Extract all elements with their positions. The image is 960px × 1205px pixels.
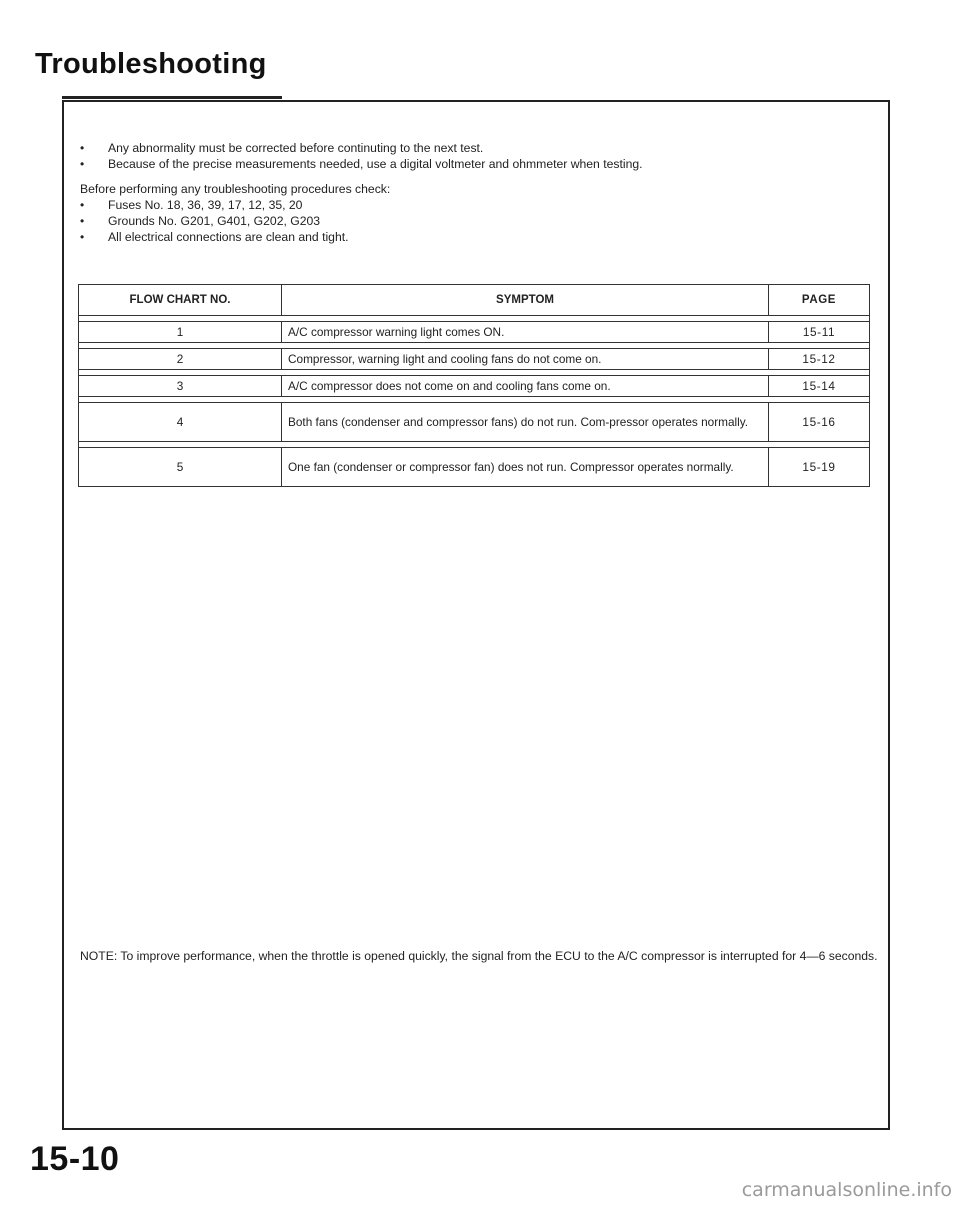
header-flow-chart-no: FLOW CHART NO. [79, 285, 282, 316]
flow-chart-no: 2 [79, 349, 282, 370]
bullet-icon: • [80, 141, 85, 155]
page-title: Troubleshooting [35, 48, 267, 80]
bullet-icon: • [80, 198, 85, 212]
table-row [79, 448, 870, 487]
content-frame [62, 100, 890, 1130]
check-text: Grounds No. G201, G401, G202, G203 [108, 214, 321, 228]
check-item [80, 197, 643, 213]
troubleshooting-table [78, 284, 870, 487]
symptom: One fan (condenser or compressor fan) does not run. Compressor operates normally. [282, 448, 769, 487]
page-number: 15-10 [30, 1140, 120, 1178]
table-row [79, 322, 870, 343]
header-symptom: SYMPTOM [282, 285, 769, 316]
bullet-text: Because of the precise measurements needed, use a digital voltmeter and ohmmeter when testing. [108, 157, 643, 171]
flow-chart-no: 4 [79, 403, 282, 442]
check-item [80, 229, 643, 245]
check-text: All electrical connections are clean and tight. [108, 230, 349, 244]
symptom: A/C compressor warning light comes ON. [282, 322, 769, 343]
bullet-icon: • [80, 157, 85, 171]
table-row [79, 376, 870, 397]
symptom: A/C compressor does not come on and cooling fans come on. [282, 376, 769, 397]
page-ref: 15-19 [769, 448, 870, 487]
bullet-icon: • [80, 214, 85, 228]
page-ref: 15-11 [769, 322, 870, 343]
page-ref: 15-14 [769, 376, 870, 397]
bullet-item [80, 156, 643, 172]
flow-chart-no: 3 [79, 376, 282, 397]
footer-note: NOTE: To improve performance, when the throttle is opened quickly, the signal from the ECU to the A/C compressor is interrupted for 4—6 seconds. [80, 949, 878, 963]
page-ref: 15-16 [769, 403, 870, 442]
flow-chart-no: 1 [79, 322, 282, 343]
table-header-row [79, 285, 870, 316]
table-row [79, 403, 870, 442]
check-item [80, 213, 643, 229]
header-page: PAGE [769, 285, 870, 316]
bullet-text: Any abnormality must be corrected before continuting to the next test. [108, 141, 484, 155]
before-intro: Before performing any troubleshooting procedures check: [80, 182, 391, 196]
symptom: Both fans (condenser and compressor fans) do not run. Com-pressor operates normally. [282, 403, 769, 442]
notes-block [80, 140, 643, 245]
flow-chart-no: 5 [79, 448, 282, 487]
symptom: Compressor, warning light and cooling fans do not come on. [282, 349, 769, 370]
watermark: carmanualsonline.info [741, 1179, 952, 1201]
bullet-icon: • [80, 230, 85, 244]
table-row [79, 349, 870, 370]
page-ref: 15-12 [769, 349, 870, 370]
bullet-item [80, 140, 643, 156]
frame-tick [62, 96, 282, 99]
check-text: Fuses No. 18, 36, 39, 17, 12, 35, 20 [108, 198, 303, 212]
